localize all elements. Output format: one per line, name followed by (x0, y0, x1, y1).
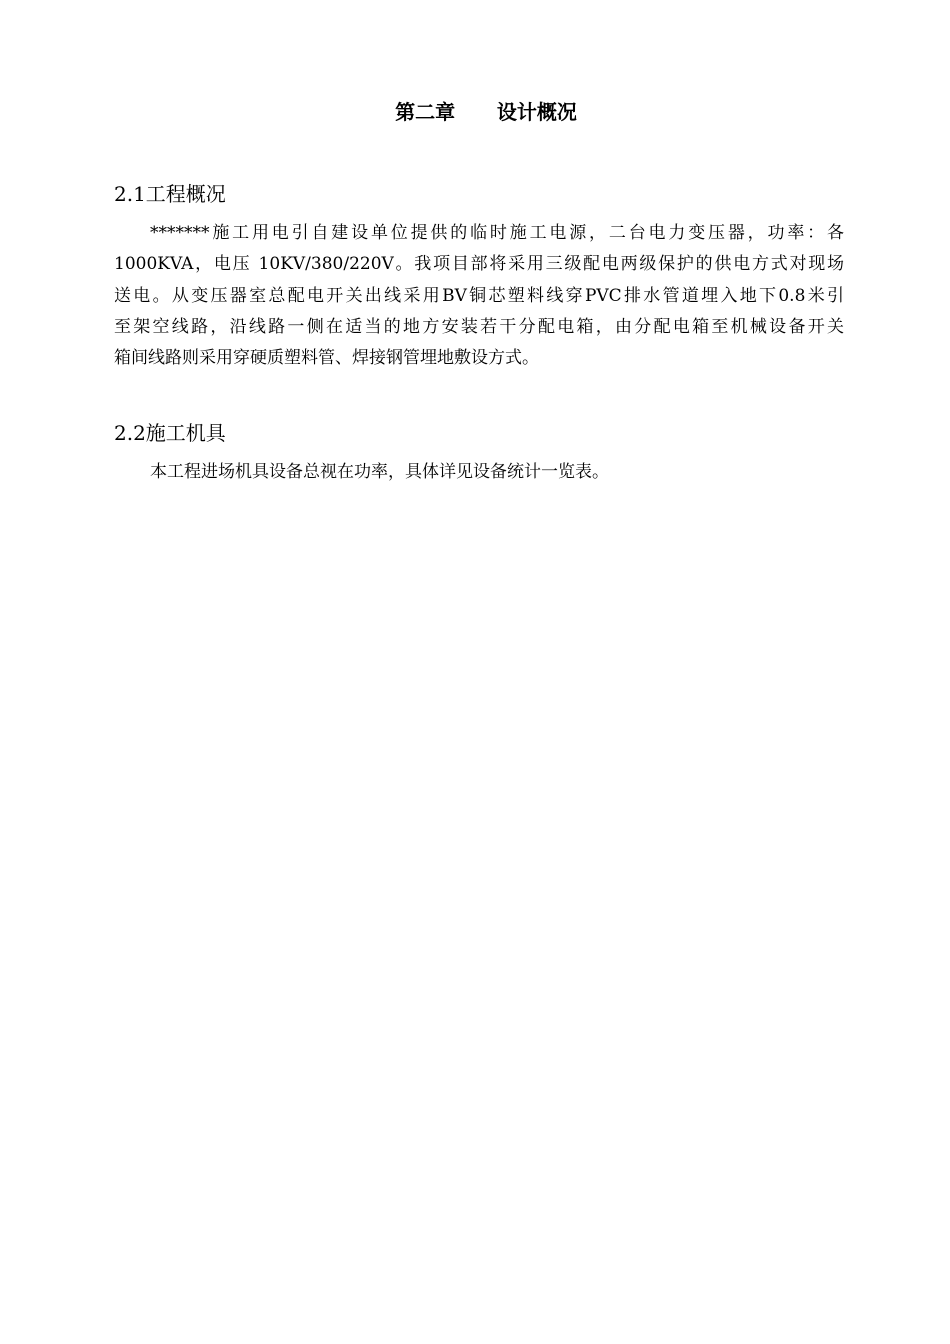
section-paragraph-construction-machinery (114, 457, 844, 488)
section-paragraph-engineering-overview (114, 218, 844, 374)
chapter-title: 第二章 设计概况 (395, 100, 577, 124)
paragraph-line: 本工程进场机具设备总视在功率，具体详见设备统计一览表。 (150, 462, 609, 482)
paragraph-line: 箱间线路则采用穿硬质塑料管、焊接钢管埋地敷设方式。 (114, 348, 539, 369)
paragraph-line: *******施工用电引自建设单位提供的临时施工电源，二台电力变压器，功率：各 (150, 223, 844, 243)
paragraph-line: 送电。从变压器室总配电开关出线采用BV铜芯塑料线穿PVC排水管道埋入地下0.8米引 (114, 285, 844, 306)
paragraph-line: 1000KVA，电压 10KV/380/220V。我项目部将采用三级配电两级保护的供电方式对现场 (114, 254, 844, 275)
section-heading-construction-machinery: 2.2施工机具 (114, 421, 226, 445)
paragraph-line: 至架空线路，沿线路一侧在适当的地方安装若干分配电箱，由分配电箱至机械设备开关 (114, 316, 844, 337)
section-heading-engineering-overview: 2.1工程概况 (114, 182, 226, 206)
